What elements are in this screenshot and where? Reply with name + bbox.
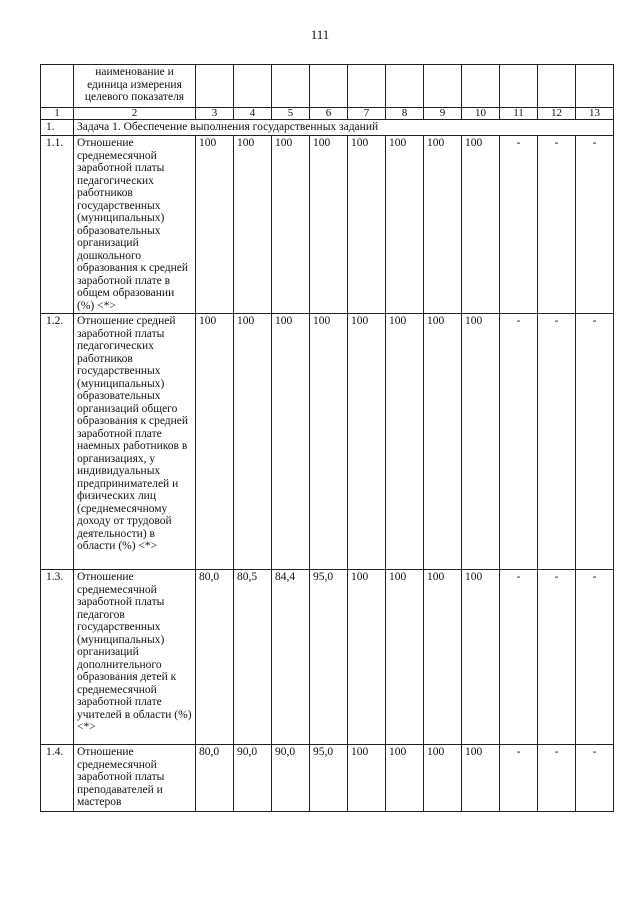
value-cell: 100 bbox=[348, 745, 386, 812]
header-cell bbox=[462, 65, 500, 108]
column-index: 2 bbox=[74, 108, 196, 120]
value-cell: 100 bbox=[348, 570, 386, 745]
value-cell: 100 bbox=[310, 136, 348, 314]
value-cell: 100 bbox=[386, 136, 424, 314]
header-cell bbox=[196, 65, 234, 108]
value-cell: 100 bbox=[386, 570, 424, 745]
header-cell bbox=[424, 65, 462, 108]
column-index: 7 bbox=[348, 108, 386, 120]
page-number: 111 bbox=[310, 27, 330, 42]
value-cell: - bbox=[500, 136, 538, 314]
value-cell: 100 bbox=[424, 745, 462, 812]
header-cell bbox=[386, 65, 424, 108]
indicator-name: Отношение среднемесячной заработной платы педагогов государственных (муниципальных) организаций дополнительного образования детей к среднемесячной заработной плате учителей в области (%) <*> bbox=[74, 570, 196, 745]
column-index: 5 bbox=[272, 108, 310, 120]
value-cell: 80,0 bbox=[196, 570, 234, 745]
task-number: 1. bbox=[41, 120, 74, 136]
value-cell: - bbox=[538, 570, 576, 745]
value-cell: 100 bbox=[462, 136, 500, 314]
indicator-name: Отношение среднемесячной заработной платы преподавателей и мастеров bbox=[74, 745, 196, 812]
value-cell: 100 bbox=[386, 314, 424, 570]
row-number: 1.1. bbox=[41, 136, 74, 314]
column-index: 3 bbox=[196, 108, 234, 120]
header-cell-name: наименование и единица измерения целевого показателя bbox=[74, 65, 196, 108]
value-cell: 80,5 bbox=[234, 570, 272, 745]
column-index: 10 bbox=[462, 108, 500, 120]
value-cell: 100 bbox=[462, 745, 500, 812]
column-index: 13 bbox=[576, 108, 614, 120]
column-index: 4 bbox=[234, 108, 272, 120]
header-cell bbox=[234, 65, 272, 108]
value-cell: - bbox=[576, 314, 614, 570]
row-number: 1.4. bbox=[41, 745, 74, 812]
value-cell: 90,0 bbox=[234, 745, 272, 812]
value-cell: 100 bbox=[272, 136, 310, 314]
header-cell bbox=[500, 65, 538, 108]
column-index: 8 bbox=[386, 108, 424, 120]
value-cell: 95,0 bbox=[310, 745, 348, 812]
value-cell: 100 bbox=[234, 314, 272, 570]
value-cell: 84,4 bbox=[272, 570, 310, 745]
table-row bbox=[41, 314, 614, 570]
value-cell: - bbox=[576, 745, 614, 812]
value-cell: 100 bbox=[424, 314, 462, 570]
column-index-row bbox=[41, 108, 614, 120]
value-cell: 90,0 bbox=[272, 745, 310, 812]
task-row bbox=[41, 120, 614, 136]
header-cell bbox=[576, 65, 614, 108]
value-cell: - bbox=[538, 136, 576, 314]
indicator-name: Отношение средней заработной платы педагогических работников государственных (муниципальных) образовательных организаций общего образования к средней заработной плате наемных работников в организациях, у индивидуальных предпринимателей и физических лиц (среднемесячному доходу от трудовой деятельности) в области (%) <*> bbox=[74, 314, 196, 570]
value-cell: - bbox=[538, 745, 576, 812]
value-cell: 95,0 bbox=[310, 570, 348, 745]
value-cell: 100 bbox=[424, 136, 462, 314]
column-index: 12 bbox=[538, 108, 576, 120]
value-cell: - bbox=[500, 570, 538, 745]
value-cell: 100 bbox=[234, 136, 272, 314]
value-cell: 100 bbox=[348, 136, 386, 314]
value-cell: 100 bbox=[462, 570, 500, 745]
header-cell bbox=[348, 65, 386, 108]
row-number: 1.3. bbox=[41, 570, 74, 745]
value-cell: 100 bbox=[310, 314, 348, 570]
value-cell: - bbox=[538, 314, 576, 570]
header-cell bbox=[538, 65, 576, 108]
header-cell bbox=[272, 65, 310, 108]
column-index: 9 bbox=[424, 108, 462, 120]
header-cell-num bbox=[41, 65, 74, 108]
value-cell: 100 bbox=[272, 314, 310, 570]
value-cell: 100 bbox=[424, 570, 462, 745]
table-row bbox=[41, 136, 614, 314]
header-cell bbox=[310, 65, 348, 108]
column-index: 1 bbox=[41, 108, 74, 120]
column-index: 11 bbox=[500, 108, 538, 120]
value-cell: - bbox=[576, 570, 614, 745]
task-label: Задача 1. Обеспечение выполнения государственных заданий bbox=[74, 120, 614, 136]
value-cell: 100 bbox=[386, 745, 424, 812]
value-cell: - bbox=[576, 136, 614, 314]
table-row bbox=[41, 745, 614, 812]
row-number: 1.2. bbox=[41, 314, 74, 570]
column-index: 6 bbox=[310, 108, 348, 120]
indicator-table bbox=[40, 64, 614, 812]
header-row bbox=[41, 65, 614, 108]
value-cell: 100 bbox=[462, 314, 500, 570]
indicator-name: Отношение среднемесячной заработной платы педагогических работников государственных (муниципальных) образовательных организаций дошкольного образования к средней заработной плате в общем образовании (%) <*> bbox=[74, 136, 196, 314]
value-cell: 100 bbox=[196, 136, 234, 314]
value-cell: 100 bbox=[196, 314, 234, 570]
value-cell: - bbox=[500, 745, 538, 812]
value-cell: 100 bbox=[348, 314, 386, 570]
value-cell: - bbox=[500, 314, 538, 570]
value-cell: 80,0 bbox=[196, 745, 234, 812]
table-row bbox=[41, 570, 614, 745]
